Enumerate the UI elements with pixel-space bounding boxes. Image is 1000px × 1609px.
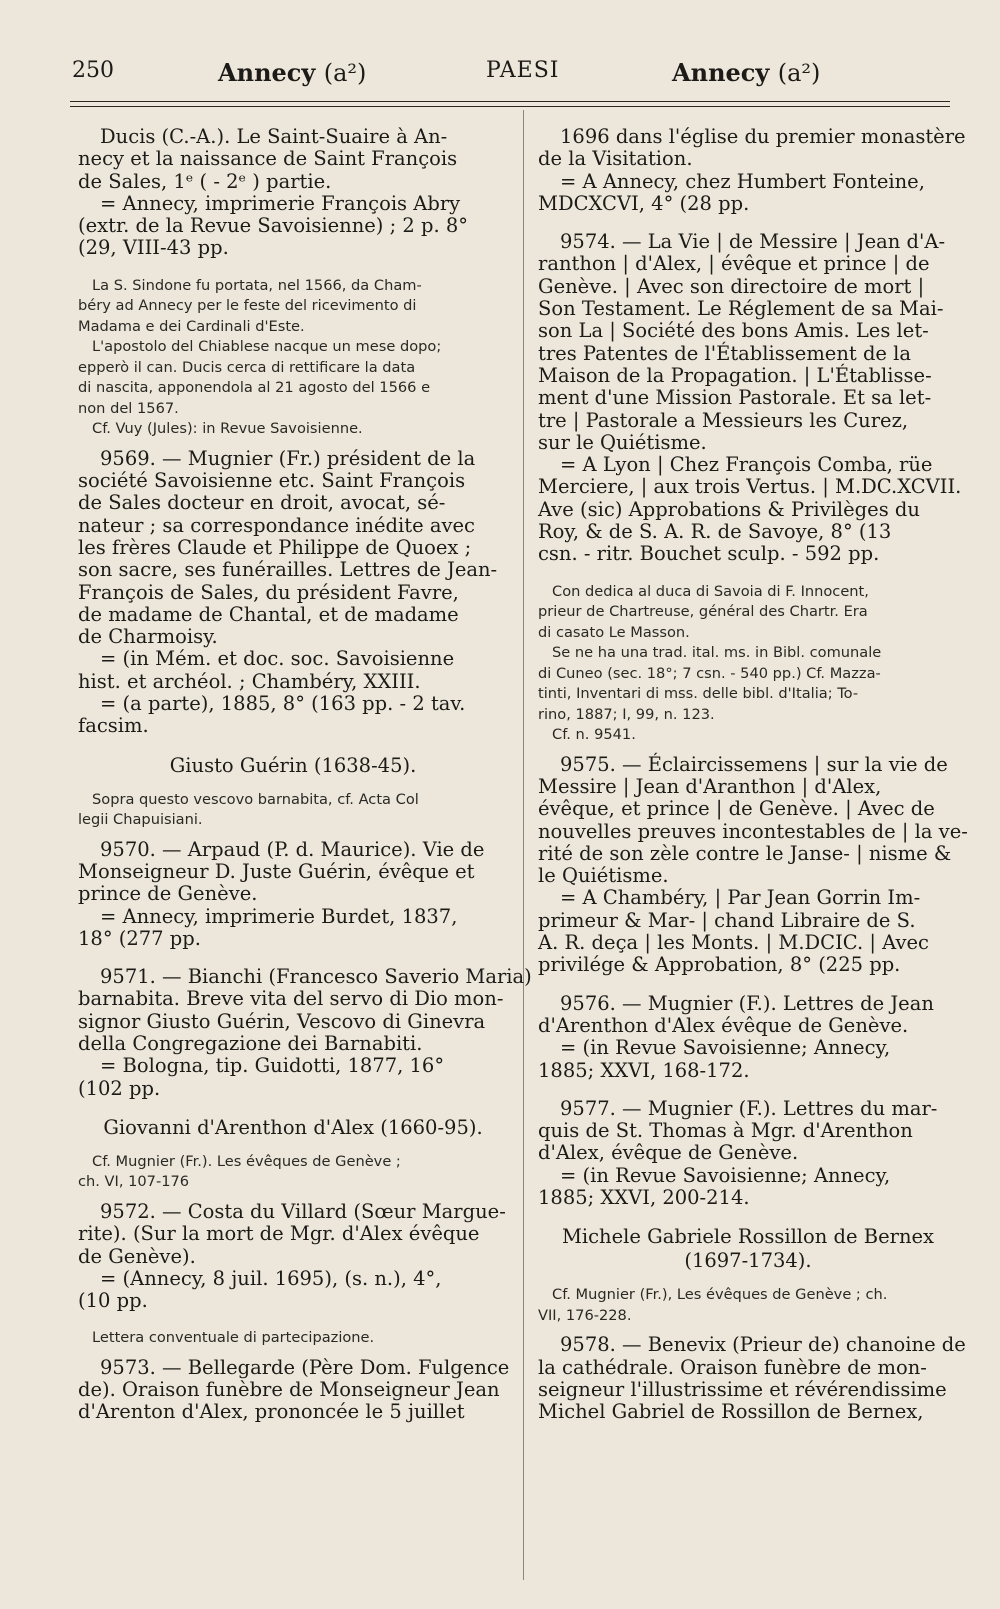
text-line: csn. - ritr. Bouchet sculp. - 592 pp. <box>538 542 880 566</box>
text-line: quis de St. Thomas à Mgr. d'Arenthon <box>538 1119 913 1143</box>
text-line: di casato Le Masson. <box>538 623 690 641</box>
text-line: 9578. — Benevix (Prieur de) chanoine de <box>560 1333 966 1357</box>
text-line: = Annecy, imprimerie Burdet, 1837, <box>100 904 458 928</box>
text-line: d'Alex, évêque de Genève. <box>538 1141 799 1165</box>
text-line: 9573. — Bellegarde (Père Dom. Fulgence <box>100 1355 510 1379</box>
text-line: d'Arenton d'Alex, prononcée le 5 juillet <box>78 1400 465 1424</box>
text-line: Cf. Mugnier (Fr.), Les évêques de Genève ; ch. <box>552 1286 888 1304</box>
text-line: sur le Quiétisme. <box>538 430 707 454</box>
running-title-left-text: Annecy <box>218 58 316 87</box>
text-line: son La | Société des bons Amis. Les let- <box>538 319 929 343</box>
text-line: 1885; XXVI, 200-214. <box>538 1185 750 1209</box>
text-line: Con dedica al duca di Savoia di F. Innocent, <box>552 582 869 600</box>
text-line: prieur de Chartreuse, général des Chartr. Era <box>538 603 868 621</box>
entry-note <box>78 1152 508 1193</box>
text-line: = (Annecy, 8 juil. 1695), (s. n.), 4°, <box>100 1266 442 1290</box>
text-line: nouvelles preuves incontestables de | la ve- <box>538 819 968 843</box>
text-line: Merciere, | aux trois Vertus. | M.DC.XCVII. <box>538 475 962 499</box>
running-title-right-sub: (a²) <box>777 59 821 87</box>
section-heading <box>538 1225 958 1273</box>
text-line: évêque, et prince | de Genève. | Avec de <box>538 797 935 821</box>
text-line: di Cuneo (sec. 18°; 7 csn. - 540 pp.) Cf. Mazza- <box>538 664 881 682</box>
text-line: béry ad Annecy per le feste del ricevimento di <box>78 297 417 315</box>
text-line: privilége & Approbation, 8° (225 pp. <box>538 953 901 977</box>
text-line: de Genève). <box>78 1244 196 1268</box>
text-line: = (a parte), 1885, 8° (163 pp. - 2 tav. <box>100 692 466 716</box>
right-column <box>538 125 968 1439</box>
bibliography-entry <box>538 752 968 977</box>
text-line: Son Testament. Le Réglement de sa Mai- <box>538 297 944 321</box>
running-title-right <box>672 58 820 87</box>
text-line: de Charmoisy. <box>78 625 218 649</box>
text-line: La S. Sindone fu portata, nel 1566, da Cham- <box>92 276 422 294</box>
bibliography-entry <box>538 1098 958 1209</box>
text-line: epperò il can. Ducis cerca di rettificare la data <box>78 358 416 376</box>
running-title-left <box>218 58 366 87</box>
entry-note <box>78 1328 508 1349</box>
text-line: société Savoisienne etc. Saint François <box>78 469 466 493</box>
text-line: = (in Revue Savoisienne; Annecy, <box>560 1163 891 1187</box>
header-rule <box>70 101 950 102</box>
bibliography-entry <box>78 839 508 950</box>
section-heading <box>78 1116 508 1140</box>
text-line: Genève. | Avec son directoire de mort | <box>538 274 925 298</box>
entry-note <box>78 790 508 831</box>
text-line: di nascita, apponendola al 21 agosto del 1566 e <box>78 379 431 397</box>
text-line: ment d'une Mission Pastorale. Et sa let- <box>538 386 932 410</box>
running-title-right-text: Annecy <box>672 58 770 87</box>
bibliography-entry <box>538 125 966 215</box>
text-line: la cathédrale. Oraison funèbre de mon- <box>538 1355 927 1379</box>
text-line: Michel Gabriel de Rossillon de Bernex, <box>538 1400 924 1424</box>
text-line: le Quiétisme. <box>538 864 669 888</box>
text-line: 9576. — Mugnier (F.). Lettres de Jean <box>560 991 934 1015</box>
text-line: primeur & Mar- | chand Libraire de S. <box>538 908 916 932</box>
text-line: de Sales docteur en droit, avocat, sé- <box>78 491 446 515</box>
bibliography-entry <box>538 993 958 1082</box>
text-line: Madama e dei Cardinali d'Este. <box>78 317 305 335</box>
bibliography-entry <box>538 1333 966 1424</box>
text-line: = A Lyon | Chez François Comba, rüe <box>560 453 933 477</box>
running-head <box>0 58 1000 98</box>
text-line: hist. et archéol. ; Chambéry, XXIII. <box>78 669 421 693</box>
text-line: tres Patentes de l'Établissement de la <box>538 341 912 365</box>
text-line: de madame de Chantal, et de madame <box>78 602 459 626</box>
text-line: legii Chapuisiani. <box>78 811 203 829</box>
text-line: de Sales, 1ᵉ ( - 2ᵉ ) partie. <box>78 169 332 193</box>
running-title-left-sub: (a²) <box>323 59 367 87</box>
column-divider <box>523 110 524 1580</box>
text-line: = Annecy, imprimerie François Abry <box>100 191 461 215</box>
text-line: 9574. — La Vie | de Messire | Jean d'A- <box>560 230 946 254</box>
text-line: les frères Claude et Philippe de Quoex ; <box>78 535 472 559</box>
running-title-center: PAESI <box>486 58 560 83</box>
text-line: (29, VIII-43 pp. <box>78 236 229 260</box>
section-heading <box>78 754 508 778</box>
bibliography-entry <box>78 965 532 1100</box>
text-line: Cf. n. 9541. <box>552 726 636 744</box>
text-line: Cf. Mugnier (Fr.). Les évêques de Genève ; <box>92 1152 401 1170</box>
text-line: necy et la naissance de Saint François <box>78 147 458 171</box>
text-line: Cf. Vuy (Jules): in Revue Savoisienne. <box>92 420 363 438</box>
text-line: Messire | Jean d'Aranthon | d'Alex, <box>538 774 882 798</box>
text-line: Maison de la Propagation. | L'Établisse- <box>538 363 932 387</box>
text-line: Giovanni d'Arenthon d'Alex (1660-95). <box>103 1115 483 1139</box>
text-line: 9569. — Mugnier (Fr.) président de la <box>100 446 476 470</box>
text-line: Sopra questo vescovo barnabita, cf. Acta Col <box>92 790 419 808</box>
text-line: Giusto Guérin (1638-45). <box>169 753 417 777</box>
text-line: ranthon | d'Alex, | évêque et prince | de <box>538 252 930 276</box>
text-line: de). Oraison funèbre de Monseigneur Jean <box>78 1378 500 1402</box>
text-line: ch. VI, 107-176 <box>78 1173 190 1191</box>
bibliography-entry <box>78 126 508 260</box>
text-line: = A Chambéry, | Par Jean Gorrin Im- <box>560 886 921 910</box>
text-line: non del 1567. <box>78 399 179 417</box>
text-line: nateur ; sa correspondance inédite avec <box>78 513 475 537</box>
text-line: Se ne ha una trad. ital. ms. in Bibl. comunale <box>552 644 882 662</box>
text-line: 18° (277 pp. <box>78 926 201 950</box>
text-line: (1697-1734). <box>684 1249 812 1273</box>
text-line: (102 pp. <box>78 1076 161 1100</box>
text-line: d'Arenthon d'Alex évêque de Genève. <box>538 1013 909 1037</box>
left-column <box>78 125 532 1440</box>
entry-note <box>538 582 958 746</box>
text-line: 9570. — Arpaud (P. d. Maurice). Vie de <box>100 837 485 861</box>
text-line: della Congregazione dei Barnabiti. <box>78 1032 423 1056</box>
text-line: = A Annecy, chez Humbert Fonteine, <box>560 169 925 193</box>
text-line: prince de Genève. <box>78 882 258 906</box>
text-line: 9577. — Mugnier (F.). Lettres du mar- <box>560 1096 938 1120</box>
text-line: = Bologna, tip. Guidotti, 1877, 16° <box>100 1054 445 1078</box>
text-line: François de Sales, du président Favre, <box>78 580 459 604</box>
text-line: VII, 176-228. <box>538 1306 632 1324</box>
text-line: Ave (sic) Approbations & Privilèges du <box>538 497 920 521</box>
text-line: Roy, & de S. A. R. de Savoye, 8° (13 <box>538 520 892 544</box>
text-line: Lettera conventuale di partecipazione. <box>92 1329 375 1347</box>
text-line: seigneur l'illustrissime et révérendissime <box>538 1377 947 1401</box>
text-line: 9572. — Costa du Villard (Sœur Margue- <box>100 1199 506 1223</box>
text-line: (10 pp. <box>78 1289 148 1313</box>
text-line: A. R. deça | les Monts. | M.DCIC. | Avec <box>538 931 929 955</box>
text-line: L'apostolo del Chiablese nacque un mese dopo; <box>92 338 442 356</box>
bibliography-entry <box>78 1201 508 1312</box>
text-line: rite). (Sur la mort de Mgr. d'Alex évêque <box>78 1222 480 1246</box>
text-line: = (in Mém. et doc. soc. Savoisienne <box>100 647 455 671</box>
header-rule-double <box>70 106 950 107</box>
text-line: 9571. — Bianchi (Francesco Saverio Maria) <box>100 965 532 989</box>
text-line: Monseigneur D. Juste Guérin, évêque et <box>78 859 475 883</box>
bibliography-entry <box>78 448 508 738</box>
text-line: barnabita. Breve vita del servo di Dio mon- <box>78 987 504 1011</box>
entry-note <box>78 276 508 440</box>
text-line: tre | Pastorale a Messieurs les Curez, <box>538 408 909 432</box>
text-line: tinti, Inventari di mss. delle bibl. d'Italia; To- <box>538 685 859 703</box>
bibliography-entry <box>538 230 962 566</box>
text-line: de la Visitation. <box>538 147 693 171</box>
text-line: (extr. de la Revue Savoisienne) ; 2 p. 8° <box>78 214 469 238</box>
bibliography-entry <box>78 1357 508 1424</box>
text-line: MDCXCVI, 4° (28 pp. <box>538 191 750 215</box>
page-number: 250 <box>72 58 114 83</box>
text-line: rité de son zèle contre le Janse- | nisme & <box>538 841 952 865</box>
text-line: rino, 1887; I, 99, n. 123. <box>538 705 715 723</box>
text-line: 1885; XXVI, 168-172. <box>538 1058 750 1082</box>
entry-note <box>538 1285 958 1326</box>
text-line: 1696 dans l'église du premier monastère <box>560 125 966 148</box>
text-line: Michele Gabriele Rossillon de Bernex <box>561 1225 935 1249</box>
text-line: facsim. <box>78 714 149 738</box>
text-line: Ducis (C.-A.). Le Saint-Suaire à An- <box>100 125 448 148</box>
text-line: signor Giusto Guérin, Vescovo di Ginevra <box>78 1009 486 1033</box>
text-line: = (in Revue Savoisienne; Annecy, <box>560 1036 891 1060</box>
text-line: 9575. — Éclaircissemens | sur la vie de <box>560 752 948 776</box>
text-line: son sacre, ses funérailles. Lettres de Jean- <box>78 558 498 582</box>
